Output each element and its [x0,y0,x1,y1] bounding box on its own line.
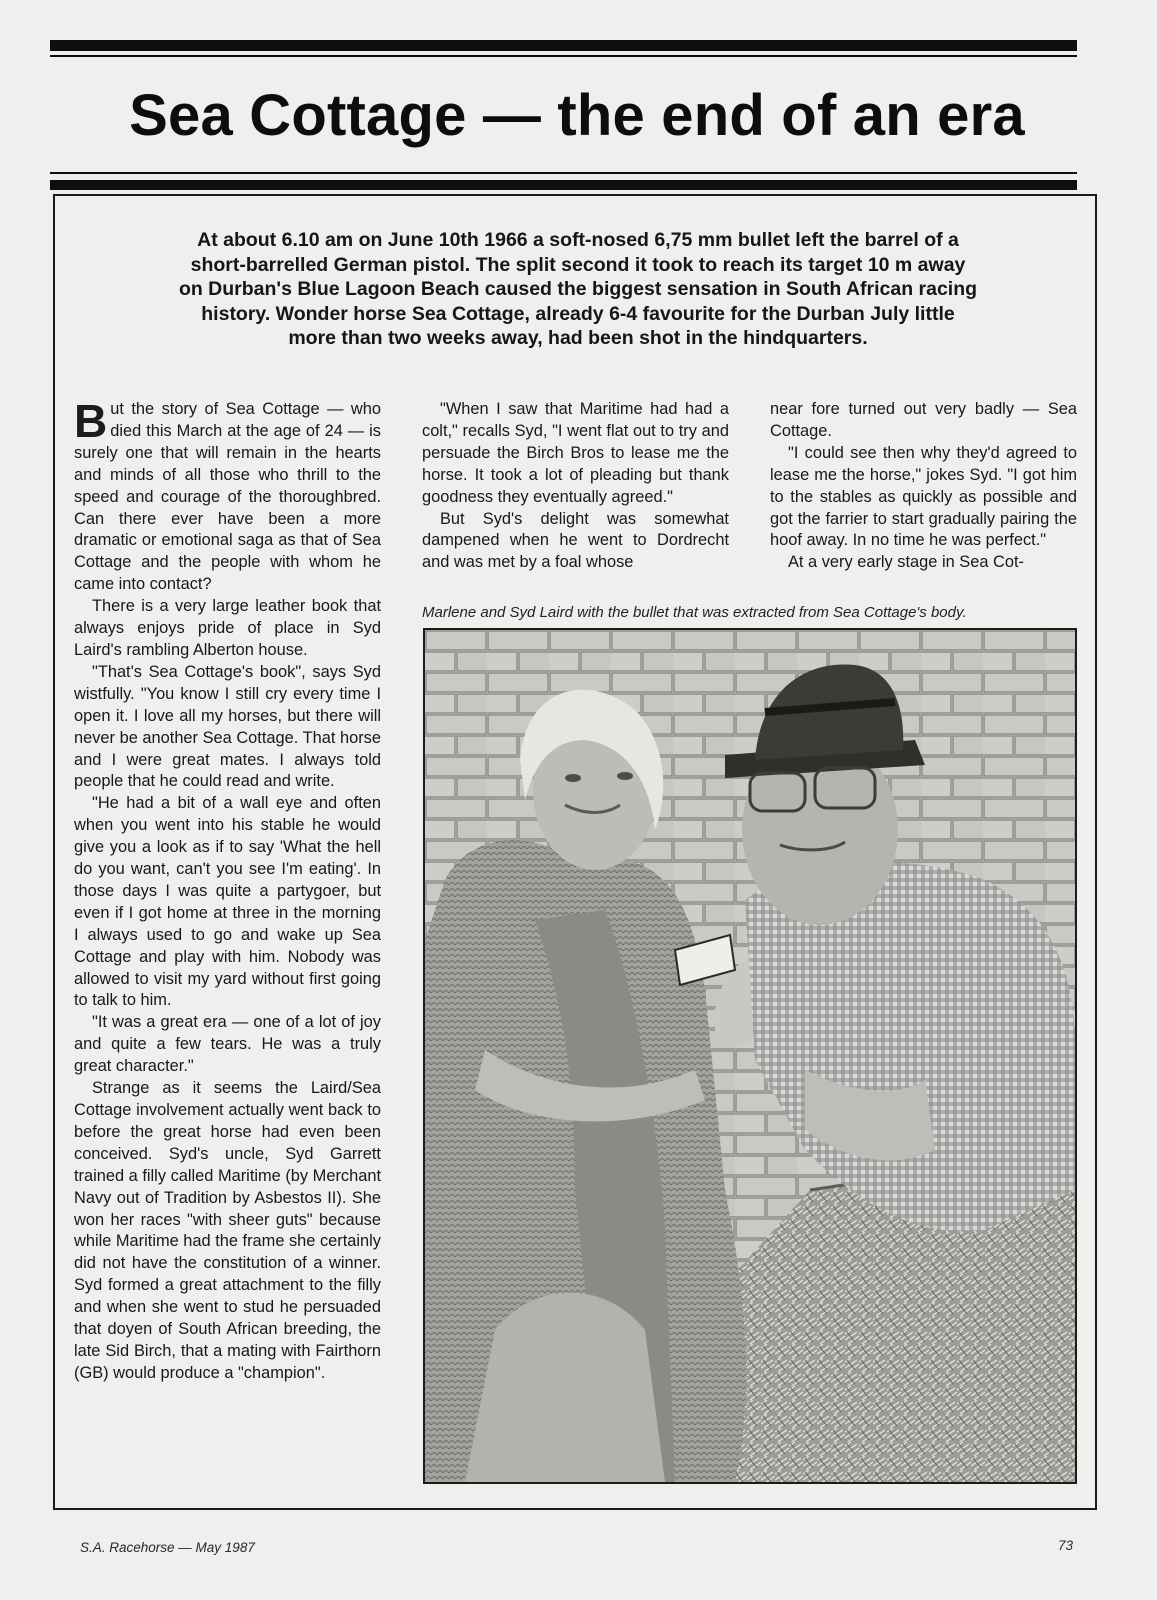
page-number: 73 [1058,1538,1074,1553]
footer-publication: S.A. Racehorse — May 1987 [80,1540,255,1555]
headline-rule-thick [50,180,1077,190]
paragraph: near fore turned out very badly — Sea Cottage. [770,400,1077,440]
standfirst: At about 6.10 am on June 10th 1966 a soft-nosed 6,75 mm bullet left the barrel of a short-barrelled German pistol. The split second it took to reach its target 10 m away on Durban's Blue Lagoon Beach caused the biggest sensation in South African racing history. Wonder horse Sea Cottage, already 6-4 favourite for the Durban July little more than two weeks away, had been shot in the hindquarters. [178,229,978,349]
photo [423,628,1077,1484]
top-rule-thick [50,40,1077,51]
body-column-3 [770,399,1077,574]
paragraph: "When I saw that Maritime had had a colt," recalls Syd, "I went flat out to try and persuade the Birch Bros to lease me the horse. It took a lot of pleading but thank goodness they eventually agreed." [422,400,729,506]
photo-caption: Marlene and Syd Laird with the bullet that was extracted from Sea Cottage's body. [422,604,967,621]
paragraph: At a very early stage in Sea Cot- [788,553,1024,572]
headline: Sea Cottage — the end of an era [129,83,1025,148]
drop-cap: B [74,395,108,447]
top-rule-thin [50,55,1077,57]
paragraph: There is a very large leather book that always enjoys pride of place in Syd Laird's rambling Alberton house. [74,597,381,659]
headline-rule-thin [50,172,1077,174]
paragraph-text: ut the story of Sea Cottage — who died this March at the age of 24 — is surely one that will remain in the hearts and minds of all those who thrill to the speed and courage of the thoroughbred. Can there ever have been a more dramatic or emotional saga as that of Sea Cottage and the people with whom he came into contact? [74,400,381,594]
paragraph: "It was a great era — one of a lot of joy and quite a few tears. He was a truly great character." [74,1013,381,1076]
paragraph-intro [74,395,381,596]
body-column-2 [422,399,729,574]
paragraph: "He had a bit of a wall eye and often when you went into his stable he would give you a look as if to say 'What the hell do you want, can't you see I'm eating'. In those days I was quite a partygoer, but even if I got home at three in the morning I always used to go and wake up Sea Cottage and play with him. Nobody was allowed to visit my yard without first going to talk to him. [74,794,381,1010]
body-column-1 [74,395,381,1385]
paragraph: "That's Sea Cottage's book", says Syd wistfully. "You know I still cry every time I open it. I love all my horses, but there will never be another Sea Cottage. That horse and I were great mates. I always told people that he could read and write. [74,662,381,791]
paragraph: "I could see then why they'd agreed to lease me the horse," jokes Syd. "I got him to the stables as quickly as possible and got the farrier to start gradually pairing the hoof away. In no time he was perfect." [770,443,1077,550]
paragraph: But Syd's delight was somewhat dampened when he went to Dordrecht and was met by a foal whose [422,509,729,572]
paragraph: Strange as it seems the Laird/Sea Cottage involvement actually went back to before the great horse had even been conceived. Syd's uncle, Syd Garrett trained a filly called Maritime (by Merchant Navy out of Tradition by Asbestos II). She won her races "with sheer guts" because while Maritime had the frame she certainly did not have the constitution of a winner. Syd formed a great attachment to the filly and when she went to stud he persuaded that doyen of South African breeding, the late Sid Birch, that a mating with Fairthorn (GB) would produce a "champion". [74,1079,381,1382]
